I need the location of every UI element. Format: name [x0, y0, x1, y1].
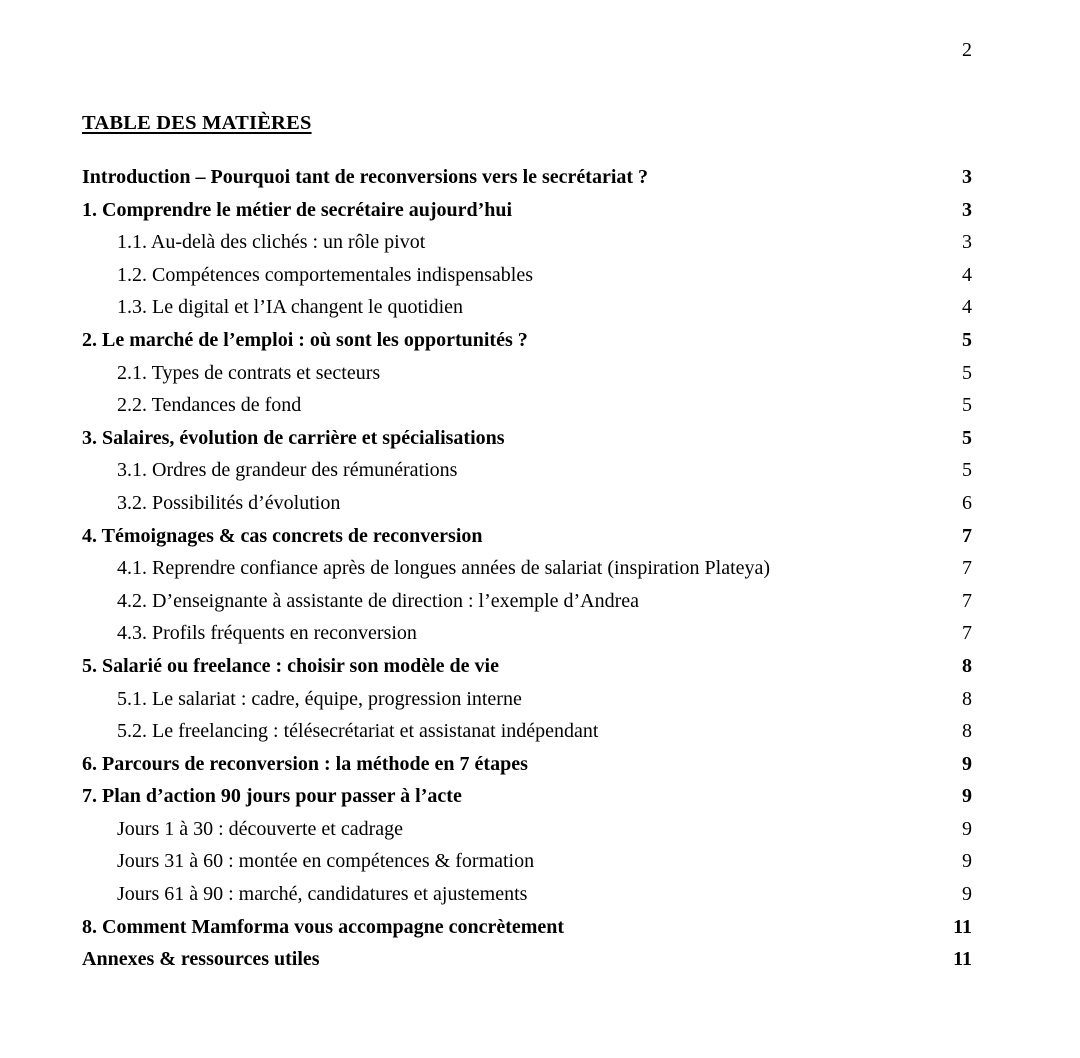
toc-entry [82, 748, 972, 781]
toc-entry [82, 454, 972, 487]
toc-entry [82, 291, 972, 324]
toc-entry-page: 11 [953, 915, 972, 938]
toc-entry [82, 943, 972, 976]
toc-entry [82, 715, 972, 748]
toc-entry [82, 324, 972, 357]
toc-entry [82, 617, 972, 650]
toc-entry-page: 5 [962, 459, 972, 482]
toc-entry-label: 4. Témoignages & cas concrets de reconversion [82, 524, 483, 547]
toc-entry-page: 8 [962, 687, 972, 710]
toc-entry-page: 8 [962, 654, 972, 677]
toc-entry-label: 1.1. Au-delà des clichés : un rôle pivot [117, 231, 426, 254]
toc-entry [82, 813, 972, 846]
toc-entry-page: 3 [962, 231, 972, 254]
toc-entry [82, 357, 972, 390]
toc-entry-page: 7 [962, 622, 972, 645]
page-number: 2 [962, 39, 972, 61]
toc-entry [82, 683, 972, 716]
toc-entry-page: 3 [962, 198, 972, 221]
toc-entry-page: 9 [962, 817, 972, 840]
toc-entry-page: 3 [962, 166, 972, 188]
toc-entry-page: 7 [962, 524, 972, 547]
toc-entry-page: 11 [953, 948, 972, 971]
toc-entry-label: 2.1. Types de contrats et secteurs [117, 361, 381, 384]
toc-entry-page: 4 [962, 263, 972, 286]
toc-entry-page: 9 [962, 785, 972, 808]
toc-entry-label: 4.1. Reprendre confiance après de longues années de salariat (inspiration Plateya) [117, 557, 771, 580]
toc-entry-page: 4 [962, 296, 972, 319]
toc-entry [82, 389, 972, 422]
toc-entry-label: 3.1. Ordres de grandeur des rémunérations [117, 459, 458, 482]
toc-entry-label: 5.1. Le salariat : cadre, équipe, progression interne [117, 687, 522, 710]
toc-entry-label: Introduction – Pourquoi tant de reconversions vers le secrétariat ? [82, 166, 649, 188]
toc-entry-label: 8. Comment Mamforma vous accompagne concrètement [82, 915, 565, 938]
toc-entry-page: 9 [962, 850, 972, 873]
toc-entry-label: Jours 31 à 60 : montée en compétences & formation [117, 850, 535, 873]
toc-entry-page: 6 [962, 491, 972, 514]
toc-entry-label: 4.2. D’enseignante à assistante de direction : l’exemple d’Andrea [117, 589, 640, 612]
toc-entry-label: 2.2. Tendances de fond [117, 394, 302, 417]
toc-entry-page: 9 [962, 752, 972, 775]
toc-entry [82, 520, 972, 553]
toc-entry [82, 911, 972, 944]
toc-entry [82, 194, 972, 227]
toc-entry-label: 1.2. Compétences comportementales indispensables [117, 263, 534, 286]
toc-entry [82, 487, 972, 520]
toc-entry [82, 161, 972, 194]
toc-entry-label: Jours 1 à 30 : découverte et cadrage [117, 817, 403, 840]
toc-entry-page: 5 [962, 426, 972, 449]
toc-entry [82, 650, 972, 683]
toc-entry-label: 1.3. Le digital et l’IA changent le quotidien [117, 296, 464, 319]
toc-entry-page: 5 [962, 394, 972, 417]
toc-entry-label: 3.2. Possibilités d’évolution [117, 491, 341, 514]
toc-entry-page: 7 [962, 589, 972, 612]
toc-list [82, 161, 972, 976]
toc-entry-page: 7 [962, 557, 972, 580]
toc-entry [82, 422, 972, 455]
toc-entry-label: 6. Parcours de reconversion : la méthode en 7 étapes [82, 752, 528, 775]
toc-entry-page: 8 [962, 720, 972, 743]
toc-entry [82, 552, 972, 585]
toc-entry-label: 5.2. Le freelancing : télésecrétariat et assistanat indépendant [117, 720, 599, 743]
toc-entry-label: 7. Plan d’action 90 jours pour passer à l’acte [82, 785, 462, 808]
toc-entry [82, 780, 972, 813]
toc-entry [82, 845, 972, 878]
toc-entry-label: Annexes & ressources utiles [82, 948, 320, 971]
toc-entry [82, 585, 972, 618]
toc-entry-label: 4.3. Profils fréquents en reconversion [117, 622, 417, 645]
toc-entry-label: 2. Le marché de l’emploi : où sont les opportunités ? [82, 328, 528, 351]
toc-title: TABLE DES MATIÈRES [82, 112, 312, 134]
toc-entry-page: 5 [962, 361, 972, 384]
toc-entry-label: 3. Salaires, évolution de carrière et spécialisations [82, 426, 505, 449]
toc-entry [82, 878, 972, 911]
toc-entry [82, 226, 972, 259]
toc-entry-page: 9 [962, 883, 972, 906]
toc-entry-label: 1. Comprendre le métier de secrétaire aujourd’hui [82, 198, 513, 221]
toc-entry [82, 259, 972, 292]
toc-entry-label: Jours 61 à 90 : marché, candidatures et ajustements [117, 883, 528, 906]
toc-entry-label: 5. Salarié ou freelance : choisir son modèle de vie [82, 654, 499, 677]
toc-entry-page: 5 [962, 328, 972, 351]
